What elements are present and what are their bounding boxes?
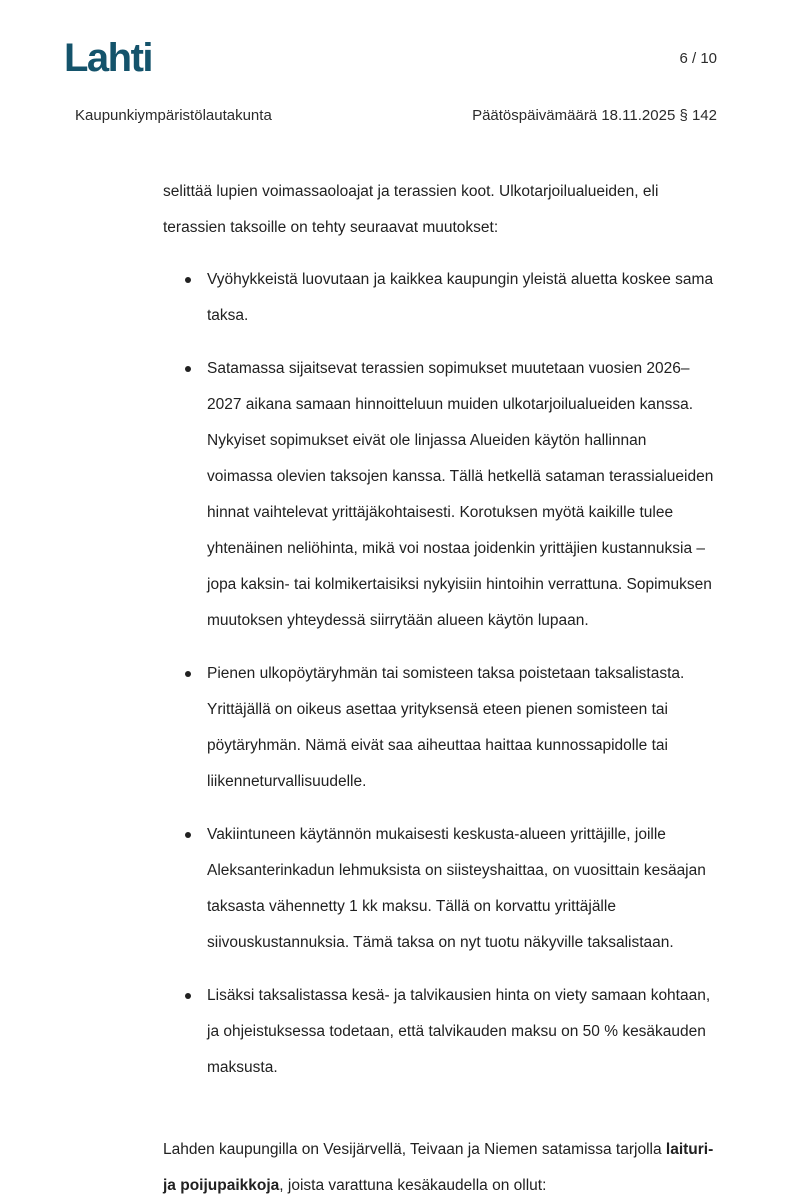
- bullet-text: Pienen ulkopöytäryhmän tai somisteen taksa poistetaan taksalistasta. Yrittäjällä on oikeus asettaa yrityksensä eteen pienen somisteen tai pöytäryhmän. Nämä eivät saa aiheuttaa haittaa kunnossapidolle tai liikenneturvallisuudelle.: [207, 665, 685, 790]
- bullet-icon: [185, 993, 191, 999]
- bullet-icon: [185, 277, 191, 283]
- bullet-icon: [185, 366, 191, 372]
- list-item: [185, 817, 715, 961]
- bullet-text: Vyöhykkeistä luovutaan ja kaikkea kaupungin yleistä aluetta koskee sama taksa.: [207, 271, 714, 324]
- list-item: [185, 656, 715, 800]
- closing-text-suffix: , joista varattuna kesäkaudella on ollut:: [279, 1177, 547, 1194]
- bullet-list: [185, 262, 715, 1086]
- bullet-text: Lisäksi taksalistassa kesä- ja talvikausien hinta on viety samaan kohtaan, ja ohjeistuksessa todetaan, että talvikauden maksu on 50 % kesäkauden maksusta.: [207, 987, 711, 1076]
- closing-paragraph: [163, 1132, 715, 1204]
- bullet-text: Vakiintuneen käytännön mukaisesti keskusta-alueen yrittäjille, joille Aleksanterinkadun lehmuksista on siisteyshaittaa, on vuosittain kesäajan taksasta vähennetty 1 kk maksu. Tällä on korvattu yrittäjälle siivouskustannuksia. Tämä taksa on nyt tuotu näkyville taksalistaan.: [207, 826, 706, 951]
- closing-text-bold: laituri- ja poijupaikkoja: [163, 1141, 714, 1194]
- decision-date: Päätöspäivämäärä 18.11.2025 § 142: [472, 107, 717, 124]
- intro-paragraph: selittää lupien voimassaoloajat ja terassien koot. Ulkotarjoilualueiden, eli terassien taksoille on tehty seuraavat muutokset:: [163, 183, 659, 236]
- committee-name: Kaupunkiympäristölautakunta: [75, 107, 272, 124]
- document-body: [163, 174, 715, 1204]
- lahti-logo: Lahti: [64, 36, 153, 80]
- page-number: 6 / 10: [679, 50, 717, 67]
- list-item: [185, 351, 715, 639]
- bullet-icon: [185, 832, 191, 838]
- closing-text-prefix: Lahden kaupungilla on Vesijärvellä, Teivaan ja Niemen satamissa tarjolla: [163, 1141, 666, 1158]
- bullet-icon: [185, 671, 191, 677]
- bullet-text: Satamassa sijaitsevat terassien sopimukset muutetaan vuosien 2026–2027 aikana samaan hinnoitteluun muiden ulkotarjoilualueiden kanssa. Nykyiset sopimukset eivät ole linjassa Alueiden käytön hallinnan voimassa olevien taksojen kanssa. Tällä hetkellä sataman terassialueiden hinnat vaihtelevat yrittäjäkohtaisesti. Korotuksen myötä kaikille tulee yhtenäinen neliöhinta, mikä voi nostaa joidenkin yrittäjien kustannuksia – jopa kaksin- tai kolmikertaisiksi nykyisiin hintoihin verrattuna. Sopimuksen muutoksen yhteydessä siirrytään alueen käytön lupaan.: [207, 360, 714, 629]
- list-item: [185, 978, 715, 1086]
- document-header: [75, 107, 717, 124]
- list-item: [185, 262, 715, 334]
